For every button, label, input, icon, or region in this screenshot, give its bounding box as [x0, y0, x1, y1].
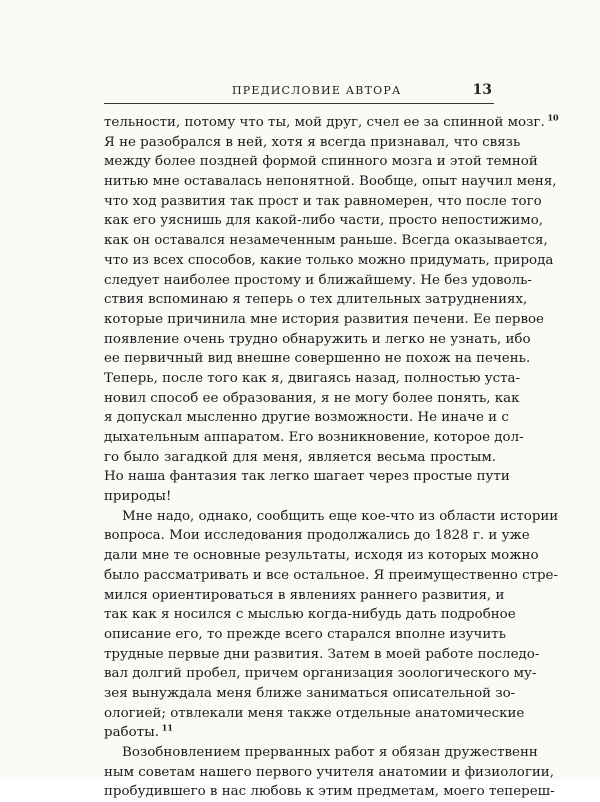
text-line — [104, 133, 521, 153]
text-line-content: ным советам нашего первого учителя анатомии и физиологии, — [104, 764, 554, 780]
text-line-content: го было загадкой для меня, является весьма простым. — [104, 449, 496, 465]
text-line-content: природы! — [104, 489, 172, 505]
text-line-content: что ход развития так прост и так равномерен, что после того — [104, 193, 542, 209]
page-number: 13 — [472, 82, 492, 98]
text-line-content: Но наша фантазия так легко шагает через простые пути — [104, 469, 510, 485]
text-line-content: зея вынуждала меня ближе заниматься описательной зо- — [104, 685, 516, 701]
text-line — [104, 704, 525, 724]
text-line-content: описание его, то прежде всего старался вполне изучить — [104, 626, 507, 642]
text-line — [104, 684, 516, 704]
text-line — [104, 763, 554, 783]
text-line-content: пробудившего в нас любовь к этим предметам, моего тепереш- — [104, 784, 555, 800]
text-line-content: новил способ ее образования, я не могу более понять, как — [104, 390, 520, 406]
text-line — [104, 743, 538, 763]
text-line — [104, 526, 530, 546]
text-line — [104, 192, 542, 212]
text-line-content: тельности, потому что ты, мой друг, счел ее за спинной мозг. — [104, 115, 545, 130]
text-line-content: как он оставался незамеченным раньше. Всегда оказывается, — [104, 233, 548, 249]
text-line — [104, 487, 496, 507]
text-line — [104, 389, 520, 409]
header-title: ПРЕДИСЛОВИЕ АВТОРА — [232, 84, 402, 97]
text-line — [104, 467, 510, 487]
text-line-content: ологией; отвлекали меня также отдельные анатомические — [104, 705, 525, 721]
text-line-content: Теперь, после того как я, двигаясь назад, полностью уста- — [104, 370, 521, 386]
text-line — [104, 152, 538, 172]
text-line-content: мился ориентироваться в явлениях раннего развития, и — [104, 587, 505, 603]
body-text — [104, 112, 559, 802]
text-line — [104, 271, 532, 291]
text-line — [104, 586, 505, 606]
text-line — [104, 625, 507, 645]
text-line — [104, 211, 544, 231]
text-line-content: которые причинила мне история развития печени. Ее первое — [104, 311, 544, 327]
text-line — [104, 369, 521, 389]
header-rule — [104, 103, 494, 104]
text-line-content: так как я носился с мыслью когда-нибудь дать подробное — [104, 607, 516, 623]
text-line — [104, 310, 544, 330]
text-line-content: Я не разобрался в ней, хотя я всегда признавал, что связь — [104, 134, 521, 150]
text-line-content: я допускал мысленно другие возможности. Не иначе и с — [104, 410, 509, 426]
text-line — [104, 605, 516, 625]
text-line — [104, 546, 539, 566]
text-line-content: как его уяснишь для какой-либо части, просто непостижимо, — [104, 213, 544, 229]
text-line-content: вал долгий пробел, причем организация зоологического му- — [104, 666, 537, 682]
text-line — [104, 330, 531, 350]
text-line — [104, 664, 537, 684]
text-line-content: нитью мне оставалась непонятной. Вообще, опыт научил меня, — [104, 174, 557, 190]
text-line — [104, 251, 554, 271]
running-header — [104, 84, 494, 104]
text-line-content: дали мне те основные результаты, исходя из которых можно — [104, 548, 539, 564]
text-line — [104, 723, 496, 743]
text-line — [104, 112, 559, 133]
text-line-content: дыхательным аппаратом. Его возникновение, которое дол- — [104, 430, 524, 445]
text-line-content: следует наиболее простому и ближайшему. Не без удоволь- — [104, 272, 532, 288]
text-line — [104, 507, 559, 527]
text-line — [104, 231, 548, 251]
text-line-content: трудные первые дни развития. Затем в моей работе последо- — [104, 646, 540, 662]
text-line — [104, 290, 528, 310]
text-line-content: Мне надо, однако, сообщить еще кое-что из области истории — [122, 508, 559, 524]
text-line — [104, 408, 509, 428]
text-line-content: ее первичный вид внешне совершенно не похож на печень. — [104, 351, 531, 367]
text-line-content: ствия вспоминаю я теперь о тех длительных затруднениях, — [104, 292, 528, 308]
text-line-content: вопроса. Мои исследования продолжались до 1828 г. и уже — [104, 528, 530, 544]
text-line — [104, 172, 557, 192]
footnote-marker: 11 — [159, 722, 173, 733]
text-line — [104, 349, 531, 369]
text-line — [104, 566, 559, 586]
text-line — [104, 448, 496, 468]
text-line-content: работы. — [104, 725, 160, 741]
text-line-content: появление очень трудно обнаружить и легко не узнать, ибо — [104, 331, 531, 347]
text-line-content: что из всех способов, какие только можно придумать, природа — [104, 252, 554, 268]
text-line-content: Возобновлением прерванных работ я обязан дружественн — [122, 745, 538, 760]
text-line — [104, 782, 555, 802]
text-line — [104, 428, 524, 448]
footnote-marker: 10 — [544, 112, 559, 123]
text-line-content: между более поздней формой спинного мозга и этой темной — [104, 154, 538, 170]
text-line — [104, 645, 540, 665]
text-line-content: было рассматривать и все остальное. Я преимущественно стре- — [104, 567, 559, 583]
